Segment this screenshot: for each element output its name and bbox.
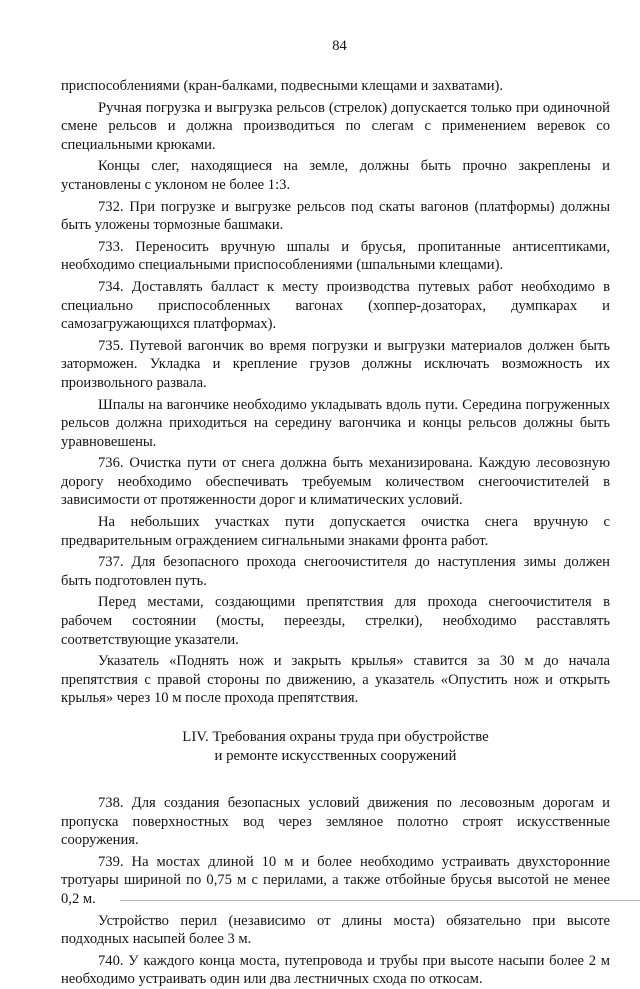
section-heading: [61, 728, 610, 766]
section-heading-line-2: и ремонте искусственных сооружений: [214, 748, 457, 764]
paragraphs-before-heading: [61, 77, 610, 708]
paragraph: 736. Очистка пути от снега должна быть механизирована. Каждую лесовозную дорогу необходимо обеспечивать требуемым количеством снегоочистителей в зависимости от протяженности дорог и климатических условий.: [61, 455, 610, 509]
paragraph: 735. Путевой вагончик во время погрузки и выгрузки материалов должен быть заторможен. Укладка и крепление грузов должны исключать возможность их произвольного развала.: [61, 337, 610, 391]
paragraph: 733. Переносить вручную шпалы и брусья, пропитанные антисептиками, необходимо специальными приспособлениями (шпальными клещами).: [61, 238, 610, 274]
paragraph: Устройство перил (независимо от длины моста) обязательно при высоте подходных насыпей более 3 м.: [61, 912, 610, 948]
paragraph: 734. Доставлять балласт к месту производства путевых работ необходимо в специально приспособленных вагонах (хоппер-дозаторах, думпкарах и самозагружающихся платформах).: [61, 278, 610, 333]
paragraph: 738. Для создания безопасных условий движения по лесовозным дорогам и пропуска поверхностных вод через земляное полотно строят искусственные сооружения.: [61, 795, 610, 849]
paragraph: 737. Для безопасного прохода снегоочистителя до наступления зимы должен быть подготовлен путь.: [61, 554, 610, 589]
scan-edge-line: [120, 900, 640, 901]
page-number: 84: [332, 38, 347, 54]
paragraph: На небольших участках пути допускается очистка снега вручную с предварительным ограждением сигнальными знаками фронта работ.: [61, 514, 610, 549]
paragraph: Концы слег, находящиеся на земле, должны быть прочно закреплены и установлены с уклоном не более 1:3.: [61, 158, 610, 193]
paragraph: приспособлениями (кран-балками, подвесными клещами и захватами).: [61, 78, 504, 94]
section-heading-line-1: LIV. Требования охраны труда при обустройстве: [182, 729, 489, 745]
paragraph: Ручная погрузка и выгрузка рельсов (стрелок) допускается только при одиночной смене рельсов и должна производиться по слегам с применением веревок со специальными крюками.: [61, 99, 610, 153]
paragraphs-after-heading: [61, 794, 610, 989]
paragraph: 732. При погрузке и выгрузке рельсов под скаты вагонов (платформы) должны быть уложены тормозные башмаки.: [61, 198, 610, 234]
paragraph: 739. На мостах длиной 10 м и более необходимо устраивать двухсторонние тротуары шириной по 0,75 м с перилами, а также отбойные брусья высотой не менее 0,2 м.: [61, 853, 610, 907]
document-body: [61, 77, 610, 989]
paragraph: Шпалы на вагончике необходимо укладывать вдоль пути. Середина погруженных рельсов должна приходиться на середину вагончика и концы рельсов должны быть уравновешены.: [61, 396, 610, 450]
paragraph: Указатель «Поднять нож и закрыть крылья» ставится за 30 м до начала препятствия с правой стороны по движению, а указатель «Опустить нож и открыть крылья» через 10 м после прохода препятствия.: [61, 653, 610, 707]
paragraph: Перед местами, создающими препятствия для прохода снегоочистителя в рабочем состоянии (мосты, переезды, стрелки), необходимо расставлять соответствующие указатели.: [61, 594, 610, 648]
paragraph: 740. У каждого конца моста, путепровода и трубы при высоте насыпи более 2 м необходимо устраивать один или два лестничных схода по откосам.: [61, 952, 610, 988]
